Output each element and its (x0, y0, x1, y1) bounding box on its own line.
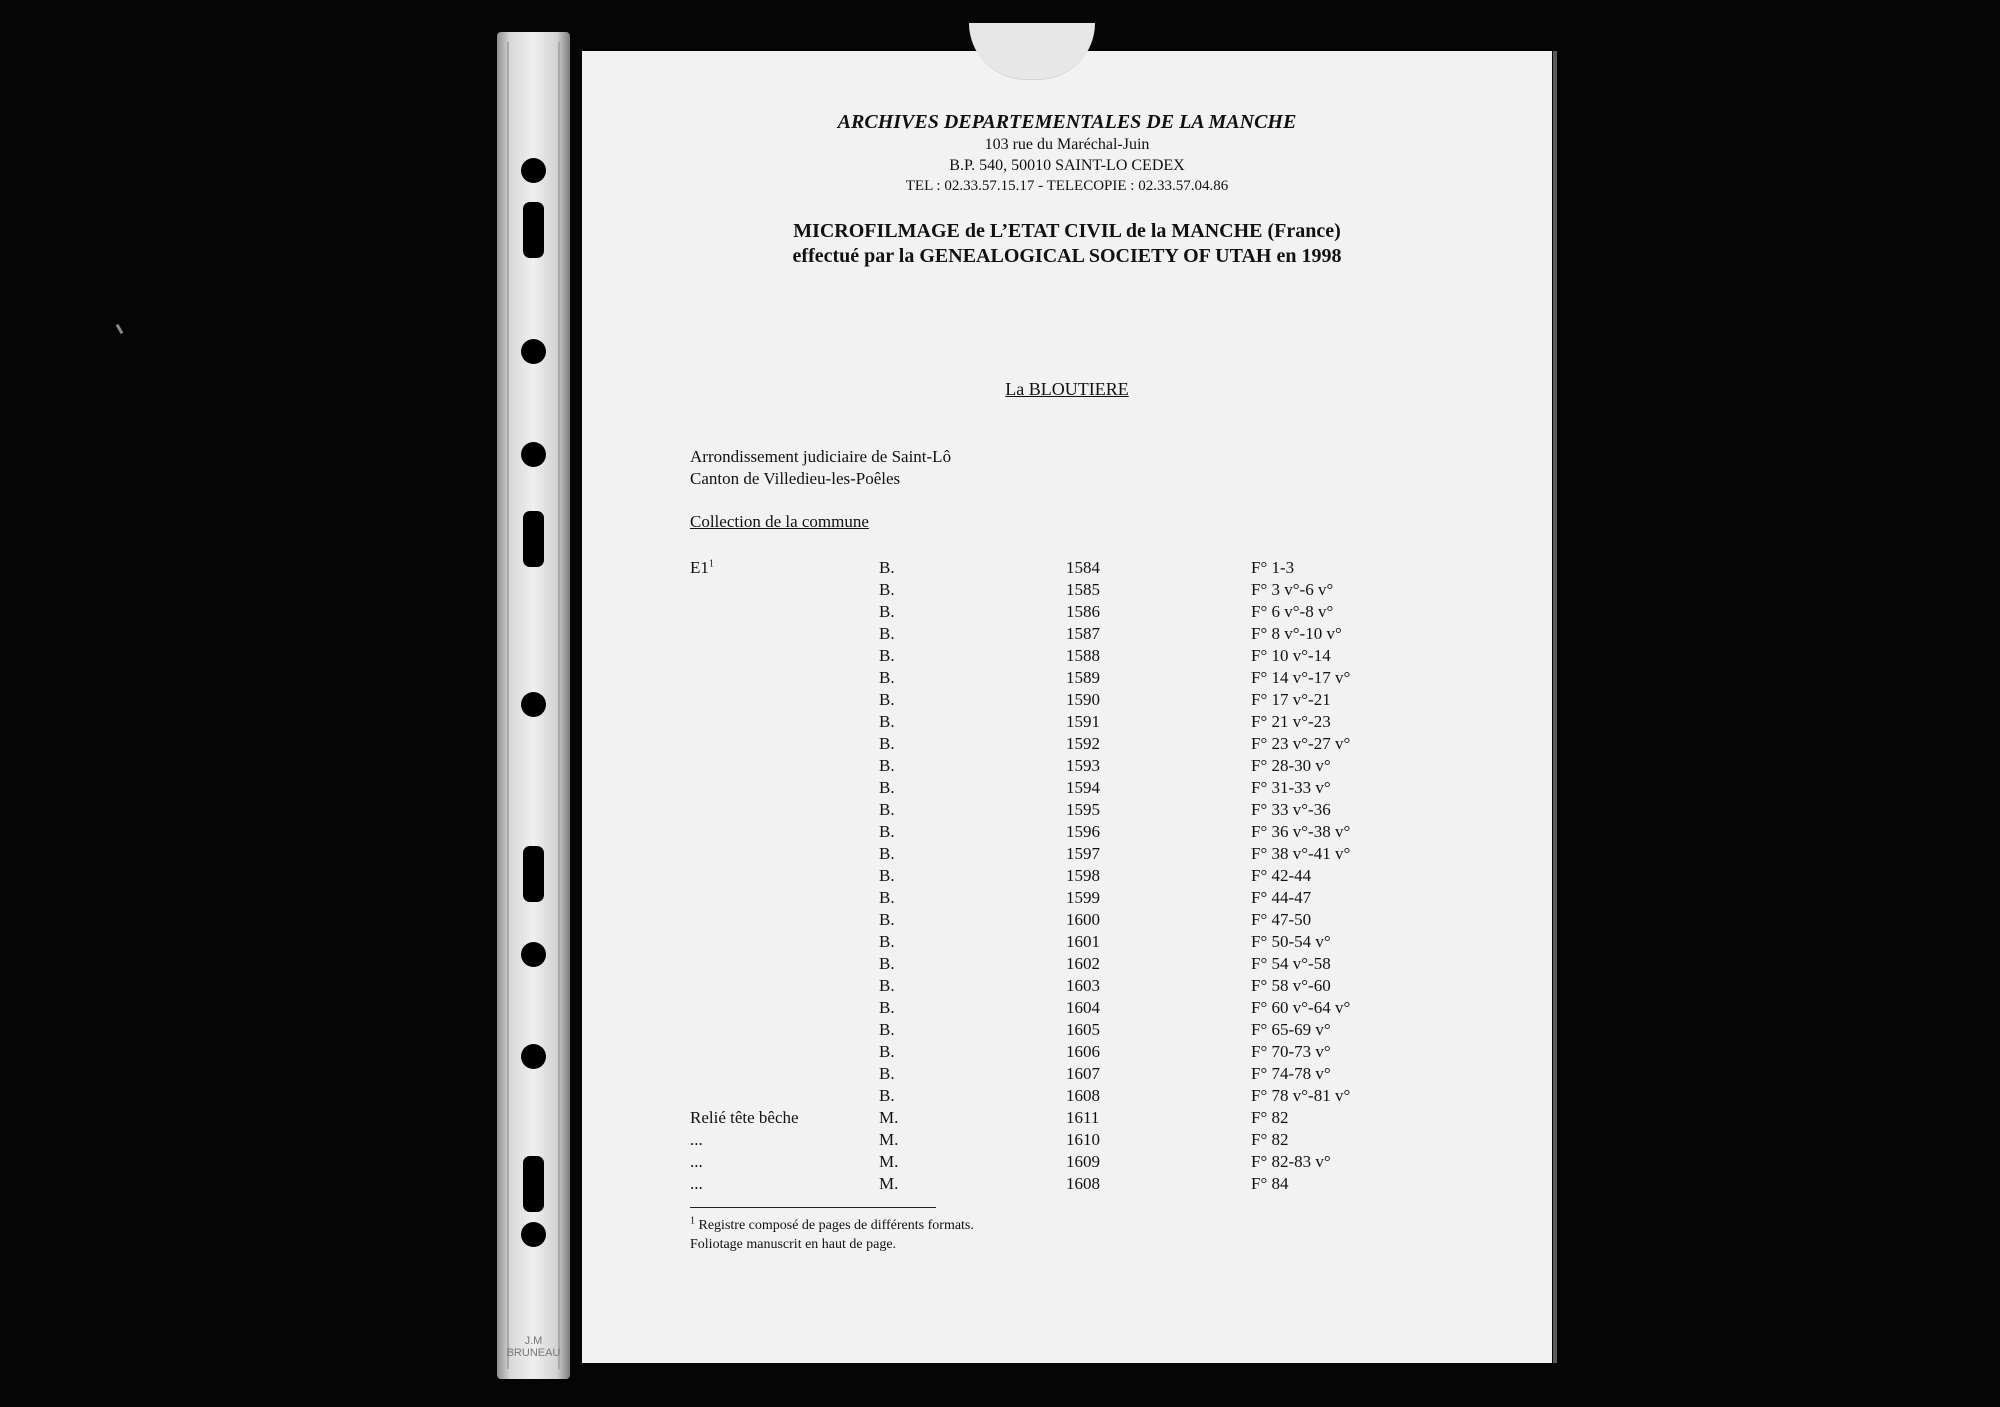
register-year: 1604 (1066, 998, 1100, 1017)
register-folio: F° 6 v°-8 v° (1251, 602, 1334, 621)
register-year: 1596 (1066, 822, 1100, 841)
register-folio: F° 8 v°-10 v° (1251, 624, 1342, 643)
register-year: 1608 (1066, 1174, 1100, 1193)
register-folio: F° 3 v°-6 v° (1251, 580, 1334, 599)
footnote-line-2: Foliotage manuscrit en haut de page. (690, 1237, 897, 1252)
register-folio: F° 28-30 v° (1251, 756, 1331, 775)
register-year: 1585 (1066, 580, 1100, 599)
register-label: ... (690, 1130, 703, 1149)
footnote-ref: 1 (708, 558, 714, 570)
register-type: B. (879, 866, 895, 885)
footnote-line-1: Registre composé de pages de différents formats. (698, 1218, 974, 1233)
register-year: 1599 (1066, 888, 1100, 907)
footnote (690, 1216, 974, 1254)
register-folio: F° 58 v°-60 (1251, 976, 1331, 995)
punch-hole (521, 442, 546, 467)
punch-slot (523, 511, 544, 567)
register-type: B. (879, 800, 895, 819)
register-year: 1602 (1066, 954, 1100, 973)
register-year: 1600 (1066, 910, 1100, 929)
register-folio: F° 31-33 v° (1251, 778, 1331, 797)
register-year: 1587 (1066, 624, 1100, 643)
register-year: 1589 (1066, 668, 1100, 687)
document-header (582, 111, 1552, 269)
register-type: B. (879, 646, 895, 665)
sleeve-notch (969, 23, 1095, 80)
register-type: M. (879, 1174, 899, 1193)
punch-hole (521, 942, 546, 967)
microfilm-line-2: effectué par la GENEALOGICAL SOCIETY OF UTAH en 1998 (792, 245, 1342, 267)
register-type: B. (879, 1042, 895, 1061)
register-type: B. (879, 756, 895, 775)
register-folio: F° 33 v°-36 (1251, 800, 1331, 819)
register-type: B. (879, 844, 895, 863)
register-type: B. (879, 822, 895, 841)
register-type: B. (879, 954, 895, 973)
register-type: B. (879, 888, 895, 907)
register-folio: F° 10 v°-14 (1251, 646, 1331, 665)
register-folio: F° 47-50 (1251, 910, 1312, 929)
register-type: B. (879, 558, 895, 577)
register-year: 1601 (1066, 932, 1100, 951)
punch-hole (521, 1222, 546, 1247)
register-folio: F° 23 v°-27 v° (1251, 734, 1351, 753)
register-type: B. (879, 1064, 895, 1083)
register-year: 1607 (1066, 1064, 1100, 1083)
register-type: B. (879, 932, 895, 951)
page-edge (1553, 51, 1557, 1363)
punch-hole (521, 1044, 546, 1069)
register-folio: F° 21 v°-23 (1251, 712, 1331, 731)
register-year: 1605 (1066, 1020, 1100, 1039)
punch-slot (523, 1156, 544, 1212)
register-type: M. (879, 1152, 899, 1171)
register-folio: F° 54 v°-58 (1251, 954, 1331, 973)
register-folio: F° 65-69 v° (1251, 1020, 1331, 1039)
register-type: B. (879, 1020, 895, 1039)
arrondissement: Arrondissement judiciaire de Saint-Lô (690, 447, 952, 466)
register-folio: F° 1-3 (1251, 558, 1295, 577)
canton: Canton de Villedieu-les-Poêles (690, 469, 901, 488)
collection-heading: Collection de la commune (690, 512, 869, 531)
register-type: B. (879, 734, 895, 753)
jurisdiction-block (690, 446, 951, 490)
register-type: B. (879, 712, 895, 731)
register-year: 1592 (1066, 734, 1100, 753)
register-year: 1608 (1066, 1086, 1100, 1105)
register-type: M. (879, 1130, 899, 1149)
register-type: B. (879, 602, 895, 621)
register-folio: F° 42-44 (1251, 866, 1312, 885)
punch-hole (521, 339, 546, 364)
register-type: M. (879, 1108, 899, 1127)
register-type: B. (879, 910, 895, 929)
register-folio: F° 82-83 v° (1251, 1152, 1331, 1171)
register-year: 1610 (1066, 1130, 1100, 1149)
register-year: 1590 (1066, 690, 1100, 709)
document-page (582, 51, 1552, 1363)
register-folio: F° 82 (1251, 1130, 1289, 1149)
register-folio: F° 38 v°-41 v° (1251, 844, 1351, 863)
register-year: 1584 (1066, 558, 1100, 577)
register-year: 1588 (1066, 646, 1100, 665)
archive-title: ARCHIVES DEPARTEMENTALES DE LA MANCHE (837, 111, 1297, 133)
register-type: B. (879, 668, 895, 687)
address-line-1: 103 rue du Maréchal-Juin (984, 136, 1150, 153)
register-year: 1603 (1066, 976, 1100, 995)
register-year: 1597 (1066, 844, 1100, 863)
register-type: B. (879, 976, 895, 995)
register-folio: F° 70-73 v° (1251, 1042, 1331, 1061)
binder-strip (497, 32, 570, 1379)
punch-hole (521, 158, 546, 183)
footnote-number: 1 (690, 1215, 695, 1227)
register-type: B. (879, 690, 895, 709)
register-type: B. (879, 580, 895, 599)
register-year: 1606 (1066, 1042, 1100, 1061)
register-label: $E1^1$ (690, 558, 714, 577)
register-folio: F° 84 (1251, 1174, 1289, 1193)
microfilm-line-1: MICROFILMAGE de L’ETAT CIVIL de la MANCHE (France) (793, 220, 1341, 242)
register-folio: F° 50-54 v° (1251, 932, 1331, 951)
address-line-2: B.P. 540, 50010 SAINT-LO CEDEX (949, 157, 1185, 174)
punch-hole (521, 692, 546, 717)
register-type: B. (879, 624, 895, 643)
register-year: 1598 (1066, 866, 1100, 885)
dust-speck (116, 324, 124, 334)
register-year: 1595 (1066, 800, 1100, 819)
register-year: 1586 (1066, 602, 1100, 621)
register-type: B. (879, 778, 895, 797)
register-folio: F° 82 (1251, 1108, 1289, 1127)
register-year: 1591 (1066, 712, 1100, 731)
register-type: B. (879, 1086, 895, 1105)
register-folio: F° 60 v°-64 v° (1251, 998, 1351, 1017)
register-folio: F° 36 v°-38 v° (1251, 822, 1351, 841)
register-label: ... (690, 1174, 703, 1193)
register-year: 1609 (1066, 1152, 1100, 1171)
register-folio: F° 14 v°-17 v° (1251, 668, 1351, 687)
register-label: ... (690, 1152, 703, 1171)
punch-slot (523, 846, 544, 902)
register-label: Relié tête bêche (690, 1108, 799, 1127)
commune-title: La BLOUTIERE (1005, 379, 1129, 399)
register-folio: F° 44-47 (1251, 888, 1312, 907)
register-year: 1594 (1066, 778, 1100, 797)
binder-brand: J.M BRUNEAU (506, 1335, 561, 1359)
register-folio: F° 17 v°-21 (1251, 690, 1331, 709)
register-folio: F° 74-78 v° (1251, 1064, 1331, 1083)
footnote-rule (690, 1207, 936, 1208)
register-year: 1593 (1066, 756, 1100, 775)
register-year: 1611 (1066, 1108, 1100, 1127)
punch-slot (523, 202, 544, 258)
contact-line: TEL : 02.33.57.15.17 - TELECOPIE : 02.33.57.04.86 (905, 178, 1229, 194)
register-type: B. (879, 998, 895, 1017)
register-folio: F° 78 v°-81 v° (1251, 1086, 1351, 1105)
